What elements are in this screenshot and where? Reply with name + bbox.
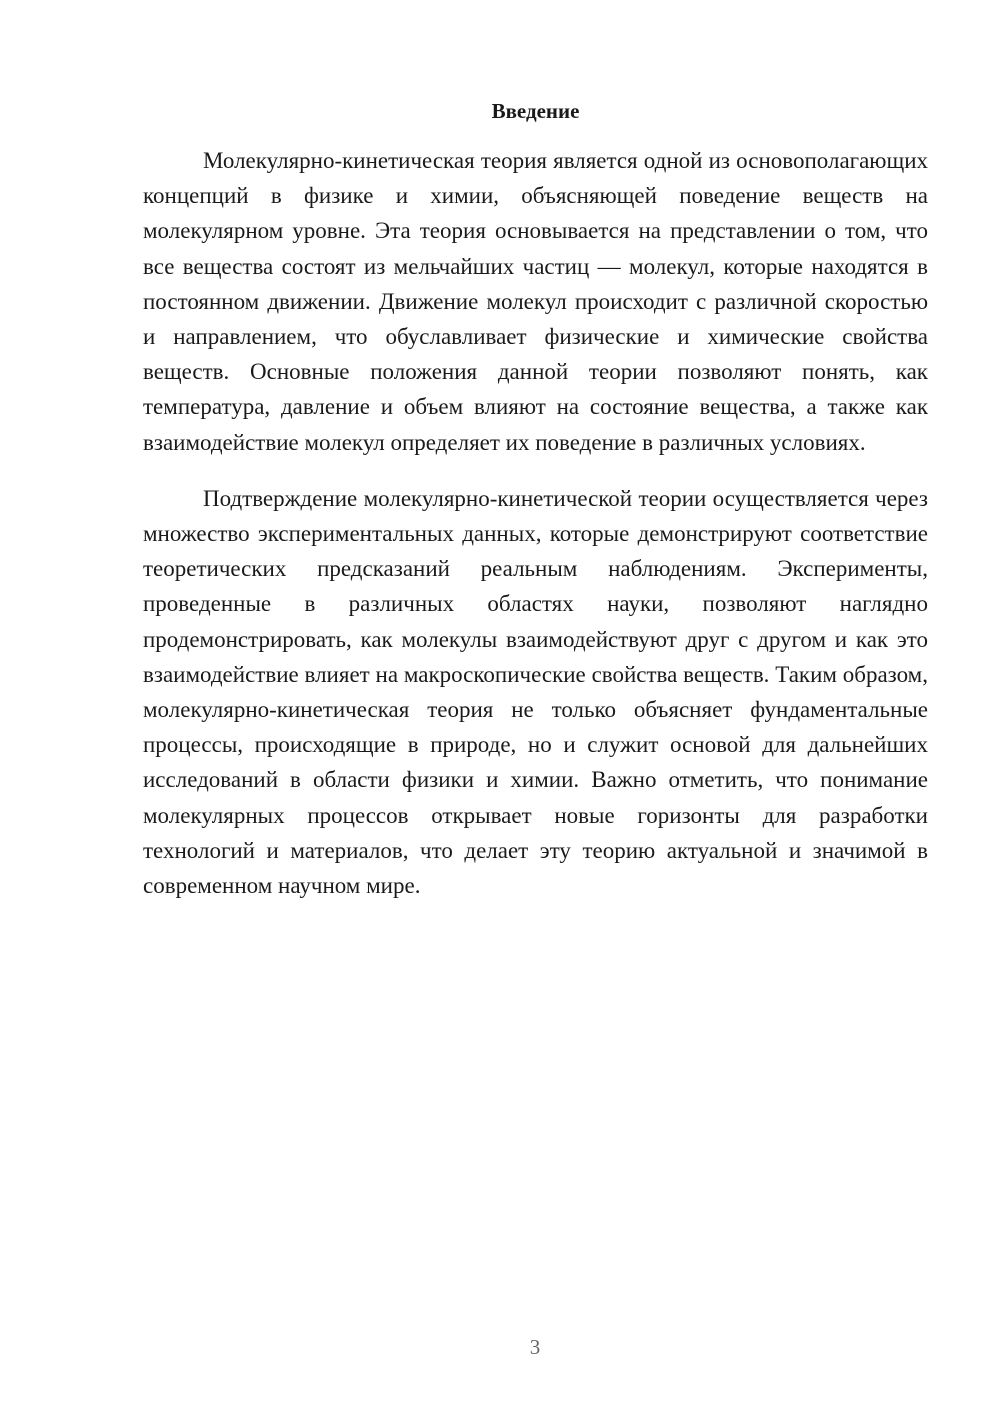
- section-heading: Введение: [491, 99, 580, 123]
- page-number: 3: [529, 1335, 541, 1359]
- paragraph-1: Молекулярно-кинетическая теория является одной из основополагающих концепций в физике и химии, объясняющей поведение веществ на молекулярном уровне. Эта теория основывается на представлении о том, что все вещества состоят из мельчайших частиц — молекул, которые находятся в постоянном движении. Движение молекул происходит с различной скоростью и направлением, что обуславливает физические и химические свойства веществ. Основные положения данной теории позволяют понять, как температура, давление и объем влияют на состояние вещества, а также как взаимодействие молекул определяет их поведение в различных условиях.: [143, 148, 928, 455]
- body-text: [143, 143, 928, 924]
- paragraph-2: Подтверждение молекулярно-кинетической теории осуществляется через множество экспериментальных данных, которые демонстрируют соответствие теоретических предсказаний реальным наблюдениям. Эксперименты, проведенные в различных областях науки, позволяют наглядно продемонстрировать, как молекулы взаимодействуют друг с другом и как это взаимодействие влияет на макроскопические свойства веществ. Таким образом, молекулярно-кинетическая теория не только объясняет фундаментальные процессы, происходящие в природе, но и служит основой для дальнейших исследований в области физики и химии. Важно отметить, что понимание молекулярных процессов открывает новые горизонты для разработки технологий и материалов, что делает эту теорию актуальной и значимой в современном научном мире.: [143, 485, 928, 899]
